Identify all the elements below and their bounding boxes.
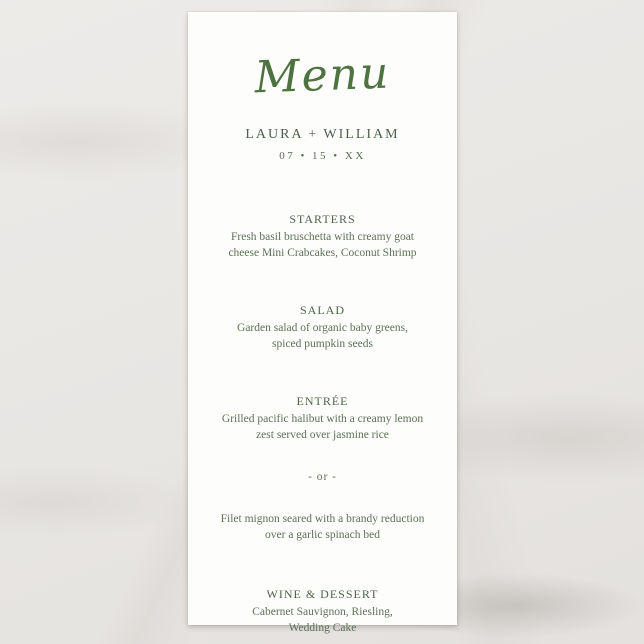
section-entree-alternative	[202, 511, 443, 543]
menu-title: Menu	[253, 47, 392, 104]
menu-item-line: spiced pumpkin seeds	[272, 337, 373, 350]
menu-item-line: Fresh basil bruschetta with creamy goat	[231, 230, 414, 243]
section-salad	[202, 303, 443, 352]
menu-item-line: Grilled pacific halibut with a creamy lemon	[221, 412, 424, 425]
section-wine-dessert	[202, 587, 443, 636]
menu-item-line: Filet mignon seared with a brandy reduction	[220, 512, 425, 525]
couple-names: LAURA + WILLIAM	[245, 126, 400, 142]
section-heading: WINE & DESSERT	[266, 586, 379, 601]
menu-item-line: zest served over jasmine rice	[256, 428, 389, 441]
section-entree	[202, 394, 443, 443]
menu-item-line: Wedding Cake	[288, 621, 357, 634]
section-starters	[202, 212, 443, 261]
section-heading: SALAD	[299, 302, 345, 317]
menu-item-line: over a garlic spinach bed	[265, 528, 380, 541]
menu-card	[188, 12, 457, 634]
menu-item-line: cheese Mini Crabcakes, Coconut Shrimp	[228, 246, 417, 259]
section-heading: STARTERS	[289, 211, 356, 226]
or-separator: - or -	[308, 470, 337, 483]
section-heading: ENTRÉE	[296, 393, 349, 408]
event-date: 07 • 15 • XX	[279, 149, 366, 162]
menu-item-line: Garden salad of organic baby greens,	[237, 321, 408, 334]
menu-item-line: Cabernet Sauvignon, Riesling,	[252, 605, 393, 618]
